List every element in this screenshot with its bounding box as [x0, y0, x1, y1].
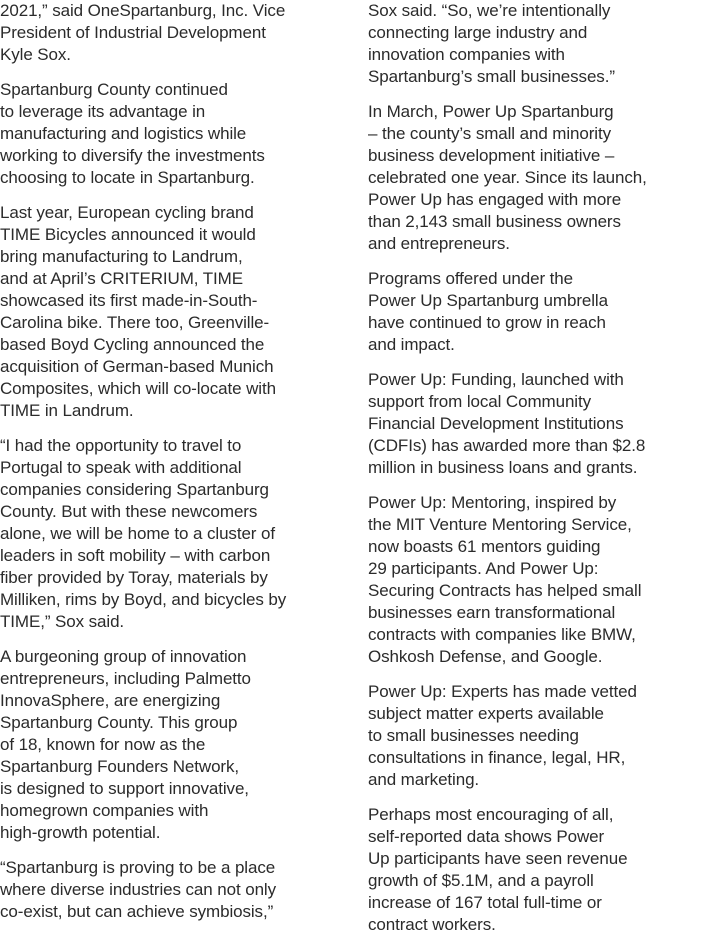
paragraph: Last year, European cycling brand TIME Bicycles announced it would bring manufacturing to Landrum, and at April’s CRITERIUM, TIME showcased its first made-in-South- Carolina bike. There too, Greenville- based Boyd Cycling announced the acquisition of German-based Munich Composites, which will co-locate with TIME in Landrum.	[0, 203, 276, 420]
paragraph: Power Up: Funding, launched with support from local Community Financial Development Institutions (CDFIs) has awarded more than $2.8 million in business loans and grants.	[368, 370, 646, 477]
paragraph: A burgeoning group of innovation entrepreneurs, including Palmetto InnovaSphere, are energizing Spartanburg County. This group of 18, known for now as the Spartanburg Founders Network, is designed to support innovative, homegrown companies with high-growth potential.	[0, 647, 251, 842]
paragraph: Power Up: Experts has made vetted subject matter experts available to small businesses needing consultations in finance, legal, HR, and marketing.	[368, 682, 637, 789]
paragraph: Power Up: Mentoring, inspired by the MIT Venture Mentoring Service, now boasts 61 mentors guiding 29 participants. And Power Up: Securing Contracts has helped small businesses earn transformational contracts with companies like BMW, Oshkosh Defense, and Google.	[368, 493, 642, 666]
paragraph: Programs offered under the Power Up Spartanburg umbrella have continued to grow in reach and impact.	[368, 269, 608, 354]
paragraph: In March, Power Up Spartanburg – the county’s small and minority business development initiative – celebrated one year. Since its launch, Power Up has engaged with more than 2,143 small business owners and entrepreneurs.	[368, 102, 647, 253]
paragraph: Sox said. “So, we’re intentionally connecting large industry and innovation companies with Spartanburg’s small businesses.”	[368, 1, 615, 86]
right-column	[368, 0, 712, 949]
paragraph: Perhaps most encouraging of all, self-reported data shows Power Up participants have seen revenue growth of $5.1M, and a payroll increase of 167 total full-time or contract workers.	[368, 805, 628, 934]
paragraph: “Spartanburg is proving to be a place where diverse industries can not only co-exist, but can achieve symbiosis,”	[0, 858, 277, 921]
paragraph: 2021,” said OneSpartanburg, Inc. Vice President of Industrial Development Kyle Sox.	[0, 1, 286, 64]
left-column	[0, 0, 346, 936]
paragraph: “I had the opportunity to travel to Portugal to speak with additional companies considering Spartanburg County. But with these newcomers alone, we will be home to a cluster of leaders in soft mobility – with carbon fiber provided by Toray, materials by Milliken, rims by Boyd, and bicycles by TIME,” Sox said.	[0, 436, 287, 631]
paragraph: Spartanburg County continued to leverage its advantage in manufacturing and logistics while working to diversify the investments choosing to locate in Spartanburg.	[0, 80, 265, 187]
